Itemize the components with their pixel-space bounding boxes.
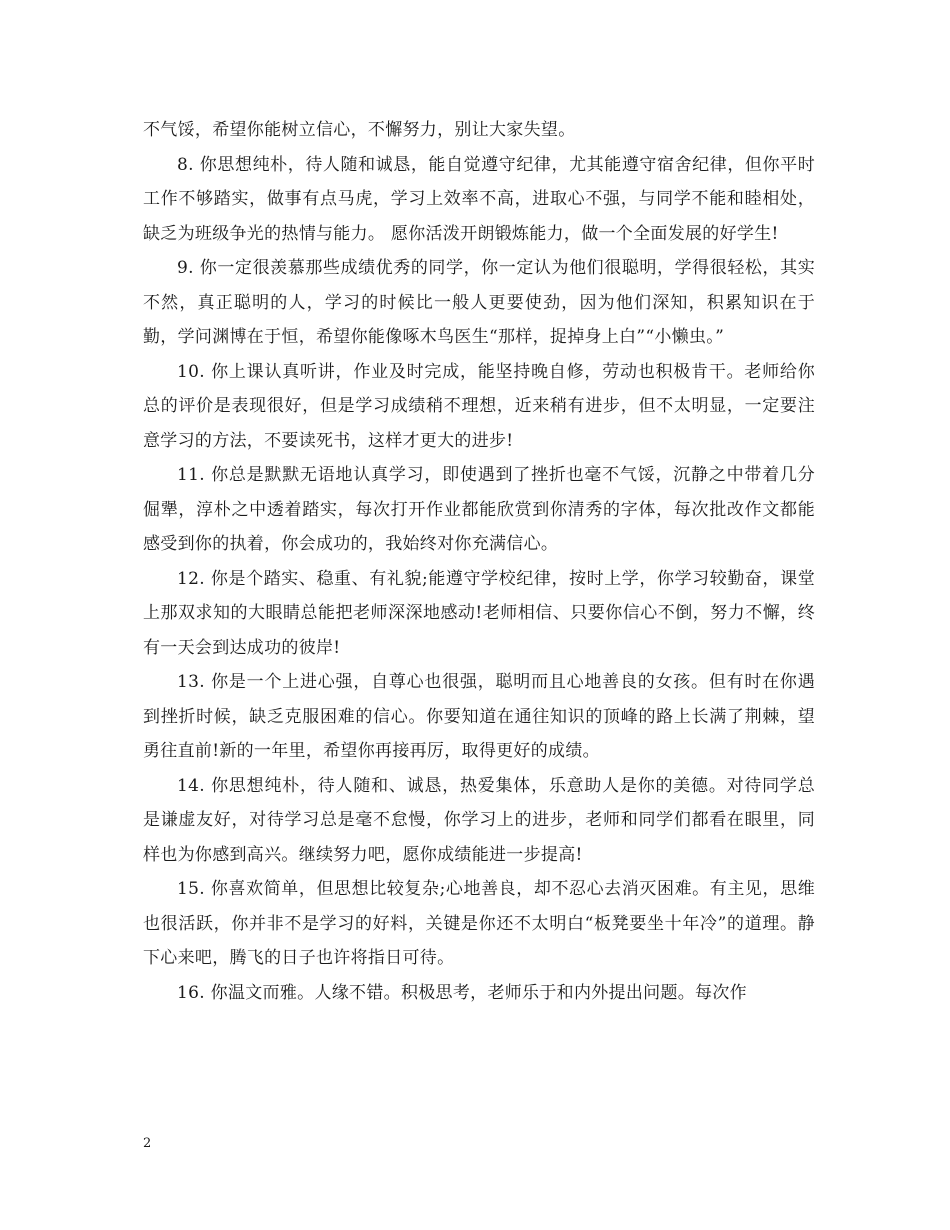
document-body — [143, 113, 815, 1010]
paragraph-comment-16: 16. 你温文而雅。人缘不错。积极思考，老师乐于和内外提出问题。每次作 — [177, 982, 747, 1003]
paragraph-comment-9: 9. 你一定很羡慕那些成绩优秀的同学，你一定认为他们很聪明，学得很轻松，其实不然，真正聪明的人，学习的时候比一般人更要使劲，因为他们深知，积累知识在于勤，学问渊博在于恒，希望你能像啄木鸟医生“那样，捉掉身上白”“小懒虫。” — [143, 258, 815, 347]
paragraph-comment-12: 12. 你是个踏实、稳重、有礼貌;能遵守学校纪律，按时上学，你学习较勤奋，课堂上那双求知的大眼睛总能把老师深深地感动!老师相信、只要你信心不倒，努力不懈，终有一天会到达成功的彼岸! — [143, 568, 815, 658]
page-number: 2 — [143, 1136, 152, 1151]
paragraph-comment-15: 15. 你喜欢简单，但思想比较复杂;心地善良，却不忍心去消灭困难。有主见，思维也很活跃，你并非不是学习的好料，关键是你还不太明白“板凳要坐十年冷”的道理。静下心来吧，腾飞的日子也许将指日可待。 — [143, 879, 815, 968]
paragraph-comment-11: 11. 你总是默默无语地认真学习，即使遇到了挫折也毫不气馁，沉静之中带着几分倔犟，淳朴之中透着踏实，每次打开作业都能欣赏到你清秀的字体，每次批改作文都能感受到你的执着，你会成功的，我始终对你充满信心。 — [143, 465, 815, 554]
paragraph-comment-13: 13. 你是一个上进心强，自尊心也很强，聪明而且心地善良的女孩。但有时在你遇到挫折时候，缺乏克服困难的信心。你要知道在通往知识的顶峰的路上长满了荆棘，望勇往直前!新的一年里，希望你再接再厉，取得更好的成绩。 — [143, 672, 815, 761]
paragraph-comment-10: 10. 你上课认真听讲，作业及时完成，能坚持晚自修，劳动也积极肯干。老师给你总的评价是表现很好，但是学习成绩稍不理想，近来稍有进步，但不太明显，一定要注意学习的方法，不要读死书，这样才更大的进步! — [143, 361, 815, 451]
paragraph-continued: 不气馁，希望你能树立信心，不懈努力，别让大家失望。 — [143, 120, 576, 140]
paragraph-comment-14: 14. 你思想纯朴，待人随和、诚恳，热爱集体，乐意助人是你的美德。对待同学总是谦虚友好，对待学习总是毫不怠慢，你学习上的进步，老师和同学们都看在眼里，同样也为你感到高兴。继续努力吧，愿你成绩能进一步提高! — [143, 775, 815, 865]
paragraph-comment-8: 8. 你思想纯朴，待人随和诚恳，能自觉遵守纪律，尤其能遵守宿舍纪律，但你平时工作不够踏实，做事有点马虎，学习上效率不高，进取心不强，与同学不能和睦相处，缺乏为班级争光的热情与能力。 愿你活泼开朗锻炼能力，做一个全面发展的好学生! — [143, 154, 815, 244]
